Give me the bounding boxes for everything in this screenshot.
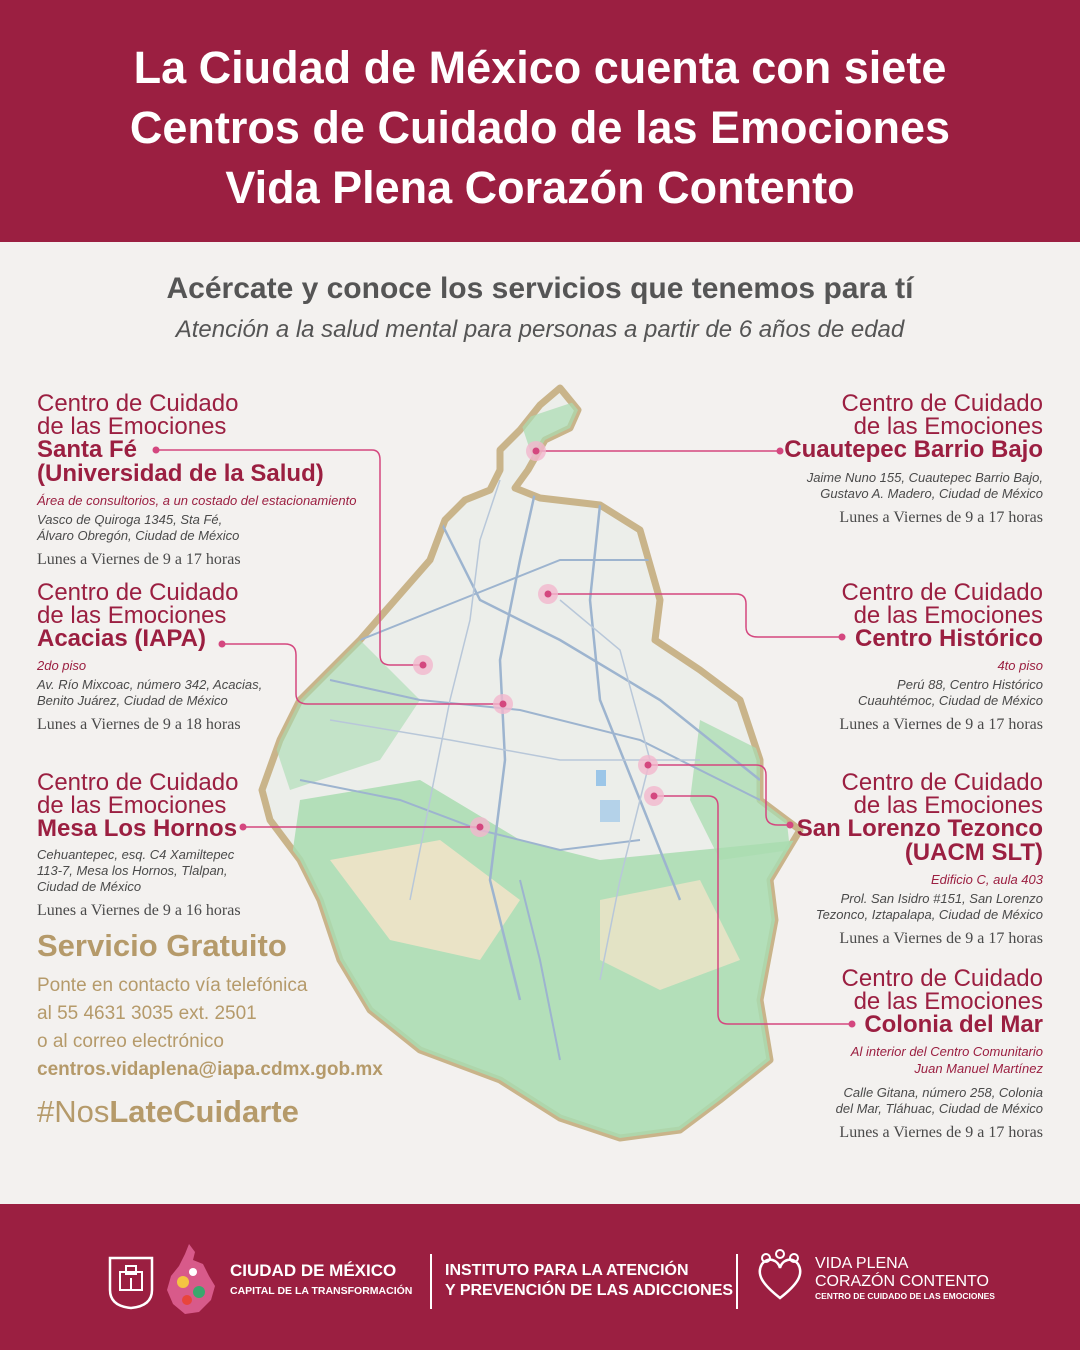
intro-subtitle: Atención a la salud mental para personas a partir de 6 años de edad [175,316,905,343]
footer-banner [0,1204,1080,1350]
email-link[interactable]: centros.vidaplena@iapa.cdmx.gob.mx [37,1059,383,1080]
contact-info: Ponte en contacto vía telefónica al 55 4631 3035 ext. 2501 o al correo electrónico centros.vidaplena@iapa.cdmx.gob.mx [37,972,383,1084]
center-hours: Lunes a Viernes de 9 a 17 horas [37,551,241,568]
center-santa-fe: Centro de Cuidado de las Emociones Santa Fé (Universidad de la Salud) Área de consultorios, a un costado del estacionamiento Vasco de Quiroga 1345, Sta Fé, Álvaro Obregón, Ciudad de México Lunes a Viernes de 9 a 17 horas [37,392,437,570]
center-name: Santa Fé [37,436,138,463]
marker-mesa-hornos [470,817,490,837]
center-mesa-hornos: Centro de Cuidado de las Emociones Mesa Los Hornos Cehuantepec, esq. C4 Xamiltepec 113-7, Mesa los Hornos, Tlalpan, Ciudad de México Lunes a Viernes de 9 a 16 horas [37,771,437,921]
center-name: (UACM SLT) [904,839,1043,866]
center-address: Perú 88, Centro Histórico Cuauhtémoc, Ciudad de México [858,677,1043,708]
hashtag: #NosLateCuidarte [37,1094,299,1129]
cdmx-title: CIUDAD DE MÉXICO [230,1261,397,1280]
center-address: Calle Gitana, número 258, Colonia del Mar, Tláhuac, Ciudad de México [835,1085,1043,1116]
marker-centro-historico [538,584,558,604]
iapa-line2: Y PREVENCIÓN DE LAS ADICCIONES [445,1282,734,1299]
map-water [596,770,606,786]
center-colonia-mar: Centro de Cuidado de las Emociones Colonia del Mar Al interior del Centro Comunitario Juan Manuel Martínez Calle Gitana, número 258, Colonia del Mar, Tláhuac, Ciudad de México Lunes a Viernes de 9 a 17 horas [643,967,1043,1143]
cdmx-subtitle: CAPITAL DE LA TRANSFORMACIÓN [230,1285,413,1297]
center-address: Jaime Nuno 155, Cuautepec Barrio Bajo, Gustavo A. Madero, Ciudad de México [806,470,1043,501]
vida-plena-heart-icon [752,1248,808,1304]
intro-title: Acércate y conoce los servicios que tenemos para tí [166,272,914,305]
cdmx-shield-icon [106,1254,156,1310]
center-name: Acacias (IAPA) [37,625,206,652]
vida-plena-line1: VIDA PLENA [815,1255,909,1272]
center-address: Prol. San Isidro #151, San Lorenzo Tezonco, Iztapalapa, Ciudad de México [815,891,1043,922]
center-hours: Lunes a Viernes de 9 a 18 horas [37,716,241,733]
header-title: La Ciudad de México cuenta con siete Centros de Cuidado de las Emociones Vida Plena Corazón Contento [129,42,951,213]
center-hours: Lunes a Viernes de 9 a 17 horas [839,716,1043,733]
marker-acacias [493,694,513,714]
iapa-line1: INSTITUTO PARA LA ATENCIÓN [445,1262,689,1279]
center-hours: Lunes a Viernes de 9 a 17 horas [839,930,1043,947]
center-hours: Lunes a Viernes de 9 a 17 horas [839,509,1043,526]
center-acacias: Centro de Cuidado de las Emociones Acacias (IAPA) 2do piso Av. Río Mixcoac, número 342, Acacias, Benito Juárez, Ciudad de México Lunes a Viernes de 9 a 18 horas [37,581,437,735]
map-water [600,800,620,822]
phone-number[interactable]: al 55 4631 3035 ext. 2501 [37,1003,257,1024]
center-address: Cehuantepec, esq. C4 Xamiltepec 113-7, Mesa los Hornos, Tlalpan, Ciudad de México [37,847,235,894]
center-cuautepec: Centro de Cuidado de las Emociones Cuautepec Barrio Bajo Jaime Nuno 155, Cuautepec Barrio Bajo, Gustavo A. Madero, Ciudad de México Lunes a Viernes de 9 a 17 horas [643,392,1043,528]
center-address: Vasco de Quiroga 1345, Sta Fé, Álvaro Obregón, Ciudad de México [37,512,240,543]
center-name: Colonia del Mar [864,1011,1043,1038]
footer-divider [736,1254,738,1309]
center-name: Mesa Los Hornos [37,815,238,842]
center-centro-historico: Centro de Cuidado de las Emociones Centro Histórico 4to piso Perú 88, Centro Histórico Cuauhtémoc, Ciudad de México Lunes a Viernes de 9 a 17 horas [643,581,1043,735]
center-name: San Lorenzo Tezonco [796,815,1043,842]
center-hours: Lunes a Viernes de 9 a 17 horas [839,1124,1043,1141]
center-address: Av. Río Mixcoac, número 342, Acacias, Benito Juárez, Ciudad de México [37,677,263,708]
center-name: Cuautepec Barrio Bajo [784,436,1043,463]
center-hours: Lunes a Viernes de 9 a 16 horas [37,902,241,919]
vida-plena-line2: CORAZÓN CONTENTO [815,1273,989,1290]
footer-divider [430,1254,432,1309]
center-san-lorenzo: Centro de Cuidado de las Emociones San Lorenzo Tezonco (UACM SLT) Edificio C, aula 403 Prol. San Isidro #151, San Lorenzo Tezonco, Iztapalapa, Ciudad de México Lunes a Viernes de 9 a 17 horas [643,771,1043,949]
center-name: (Universidad de la Salud) [37,460,324,487]
cdmx-heart-map-icon [165,1242,217,1318]
free-service-title: Servicio Gratuito [37,928,287,963]
marker-cuautepec [526,441,546,461]
vida-plena-line3: CENTRO DE CUIDADO DE LAS EMOCIONES [815,1291,995,1301]
center-name: Centro Histórico [854,625,1043,652]
